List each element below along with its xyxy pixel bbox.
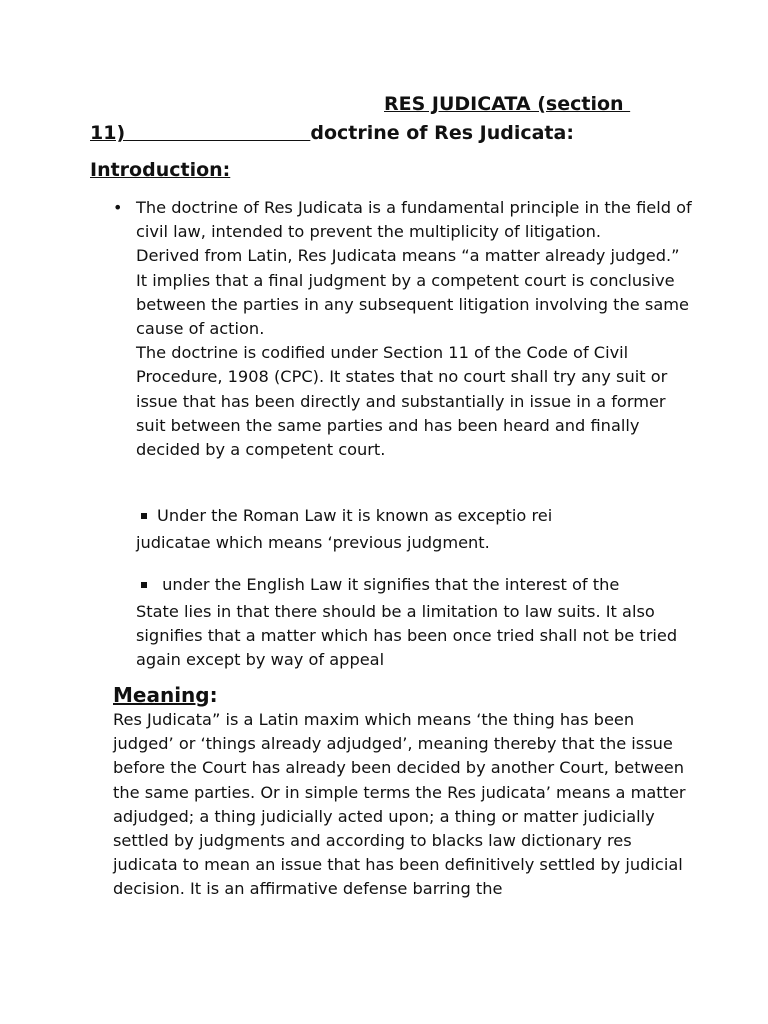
sub-point-2-text: State lies in that there should be a limitation to law suits. It also signifies that a matter which has been once tried shall not be tried again except by way of appeal [136, 602, 678, 670]
introduction-heading: Introduction: [90, 159, 231, 181]
introduction-text [136, 196, 693, 462]
bullet-icon: • [113, 198, 123, 217]
meaning-heading [113, 683, 218, 707]
meaning-paragraph: Res Judicata” is a Latin maxim which means ‘the thing has been judged’ or ‘things already adjudged’, meaning thereby that the issue before the Court has already been decided by another Court, between the same parties. Or in simple terms the Res judicata’ means a matter adjudged; a thing judicially acted upon; a thing or matter judicially settled by judgments and according to blacks law dictionary res judicata to mean an issue that has been definitively settled by judicial decision. It is an affirmative defense barring the [113, 710, 686, 899]
intro-paragraph-3: The doctrine is codified under Section 11 of the Code of Civil Procedure, 1908 (CPC). It states that no court shall try any suit or issue that has been directly and substantially in issue in a former suit between the same parties and has been heard and finally decided by a competent court. [136, 343, 668, 460]
intro-paragraph-2: Derived from Latin, Res Judicata means “a matter already judged.” It implies that a final judgment by a competent court is conclusive between the parties in any subsequent litigation involving the same cause of action. [136, 246, 689, 339]
introduction-bullet-item [113, 196, 693, 462]
square-bullet-icon [141, 582, 147, 588]
sub-point-roman-law [136, 503, 696, 555]
title-subtitle: doctrine of Res Judicata: [310, 122, 574, 144]
sub-point-1-first-line: Under the Roman Law it is known as exceptio rei [157, 506, 553, 525]
sub-point-english-law [136, 572, 696, 673]
document-title: RES JUDICATA (section [384, 93, 631, 115]
meaning-heading-label: Meaning [113, 683, 210, 707]
document-title-continuation [90, 122, 574, 144]
meaning-heading-colon: : [209, 683, 218, 707]
title-section-number: 11) [90, 122, 311, 144]
sub-point-1-text: judicatae which means ‘previous judgment. [136, 533, 490, 552]
sub-point-2-first-line: under the English Law it signifies that the interest of the [157, 575, 620, 594]
intro-paragraph-1: The doctrine of Res Judicata is a fundamental principle in the field of civil law, intended to prevent the multiplicity of litigation. [136, 198, 692, 242]
square-bullet-icon [141, 513, 147, 519]
